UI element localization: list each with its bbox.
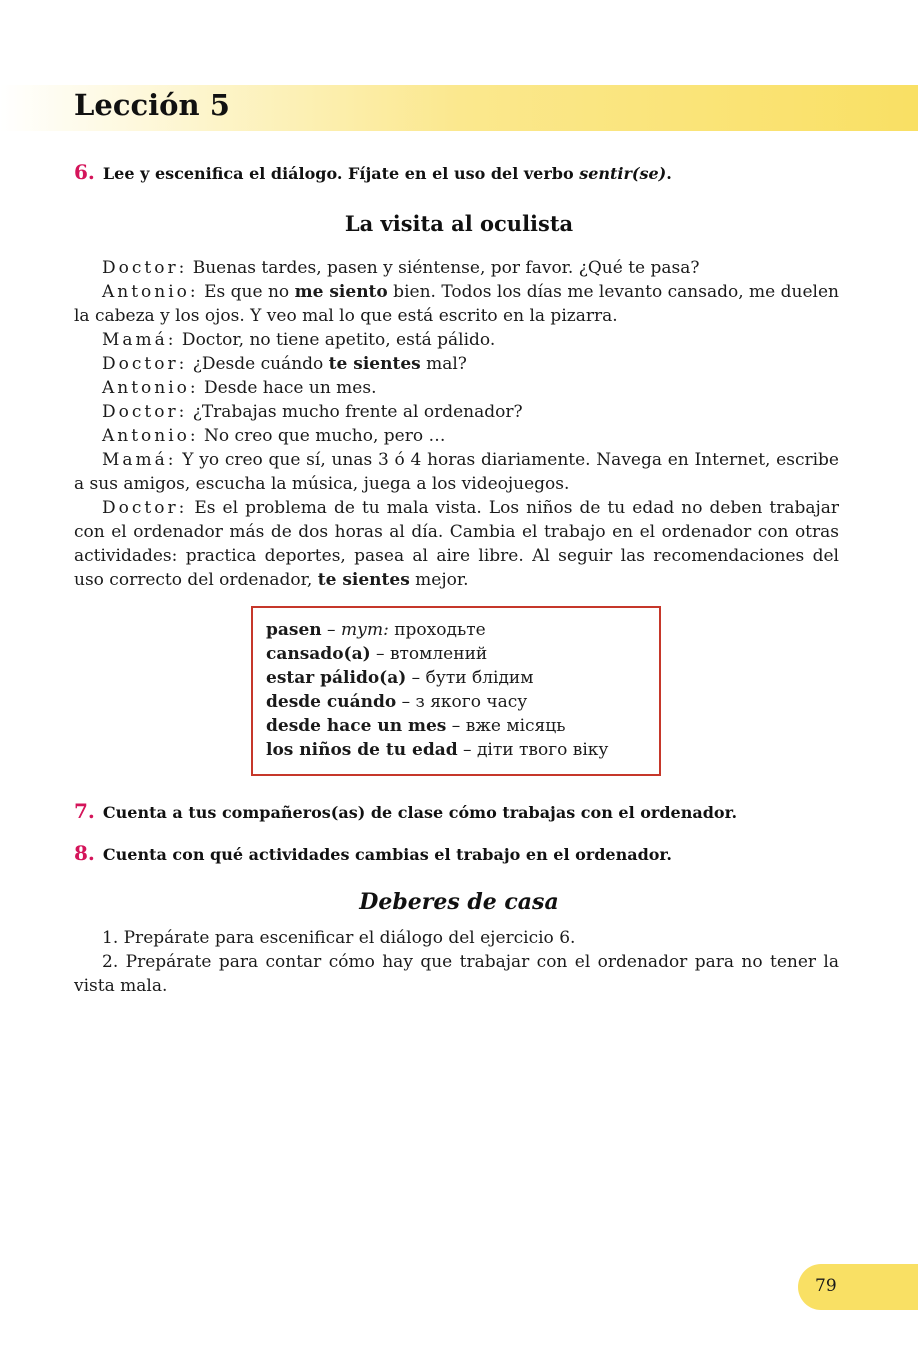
vocab-dash: – [370,644,390,664]
vocabulary-box [251,606,661,776]
task-number: 6. [74,160,95,184]
vocab-term: desde hace un mes [266,716,447,736]
vocab-term: cansado(a) [266,644,371,664]
dialogue-text: mal? [420,354,467,374]
lesson-title: Lección 5 [74,88,230,122]
homework-item: 2. Prepárate para contar cómo hay que trabajar con el ordenador para no tener la vista mala. [74,952,839,996]
task-7 [74,799,844,823]
dialogue-text: Y yo creo que sí, unas 3 ó 4 horas diariamente. Navega en Internet, escribe a sus amigos, escucha la música, juega a los videojuegos. [74,450,839,494]
vocab-translation: з якого часу [415,692,528,712]
vocab-translation: діти твого віку [476,740,609,760]
dialogue-line [74,400,839,424]
task-6 [74,160,844,184]
vocab-dash: – [396,692,416,712]
highlighted-verb: te sientes [328,354,421,374]
task-end: . [666,164,672,183]
vocab-row [266,738,659,762]
homework-item: 1. Prepárate para escenificar el diálogo del ejercicio 6. [102,928,576,948]
task-text: Lee y escenifica el diálogo. Fíjate en el uso del verbo [102,164,580,183]
dialogue-text: Es el problema de tu mala vista. Los niños de tu edad no deben trabajar con el ordenador más de dos horas al día. Cambia el trabajo en el ordenador con otras actividades: practica deportes, pasea al aire libre. Al seguir las recomendaciones del uso correcto del ordenador, [74,498,839,590]
task-text: Cuenta con qué actividades cambias el trabajo en el ordenador. [102,845,672,864]
vocab-term: pasen [266,620,322,640]
dialogue-line [74,496,839,592]
homework-title: Deberes de casa [359,889,559,915]
task-number: 8. [74,841,95,865]
page-number: 79 [815,1276,837,1296]
dialogue-line [74,328,839,352]
dialogue-line [74,280,839,328]
speaker-name: Doctor: [102,354,188,374]
speaker-name: Antonio: [102,426,199,446]
vocab-row [266,666,659,690]
speaker-name: Mamá: [102,450,177,470]
dialogue-line [74,256,839,280]
task-verb: sentir(se) [579,164,667,183]
vocab-row [266,690,659,714]
speaker-name: Doctor: [102,402,188,422]
highlighted-verb: te sientes [317,570,410,590]
vocab-row [266,714,659,738]
vocab-translation: бути блідим [425,668,534,688]
vocab-note: тут: [340,620,389,640]
speaker-name: Antonio: [102,282,199,302]
task-8 [74,841,844,865]
dialogue-title: La visita al oculista [344,211,574,236]
dialogue-line [74,352,839,376]
speaker-name: Doctor: [102,258,188,278]
vocab-dash: – [457,740,477,760]
task-text: Cuenta a tus compañeros(as) de clase cómo trabajas con el ordenador. [102,803,738,822]
dialogue-text: Es que no [198,282,295,302]
dialogue-line [74,376,839,400]
speaker-name: Doctor: [102,498,188,518]
speaker-name: Mamá: [102,330,177,350]
dialogue-text: ¿Desde cuándo [187,354,329,374]
dialogue-text: ¿Trabajas mucho frente al ordenador? [187,402,523,422]
dialogue-line [74,424,839,448]
speaker-name: Antonio: [102,378,199,398]
vocab-translation: втомлений [389,644,488,664]
vocab-row [266,642,659,666]
vocab-dash: – [321,620,341,640]
dialogue-text: No creo que mucho, pero … [198,426,446,446]
vocab-row [266,618,659,642]
highlighted-verb: me siento [294,282,388,302]
dialogue-line [74,448,839,496]
task-number: 7. [74,799,95,823]
dialogue-text: bien. Todos los días me levanto cansado, me duelen la cabeza y los ojos. Y veo mal lo que está escrito en la pizarra. [74,282,839,326]
dialogue-text: Doctor, no tiene apetito, está pálido. [176,330,496,350]
vocab-translation: проходьте [388,620,486,640]
vocab-term: los niños de tu edad [266,740,458,760]
dialogue-text: Desde hace un mes. [198,378,377,398]
vocab-translation: вже місяць [465,716,566,736]
vocab-term: desde cuándo [266,692,397,712]
dialogue-text: mejor. [409,570,469,590]
vocab-dash: – [446,716,466,736]
vocab-dash: – [406,668,426,688]
dialogue-text [74,256,839,592]
vocab-term: estar pálido(a) [266,668,407,688]
homework-list [74,926,839,998]
dialogue-text: Buenas tardes, pasen y siéntense, por favor. ¿Qué te pasa? [187,258,700,278]
